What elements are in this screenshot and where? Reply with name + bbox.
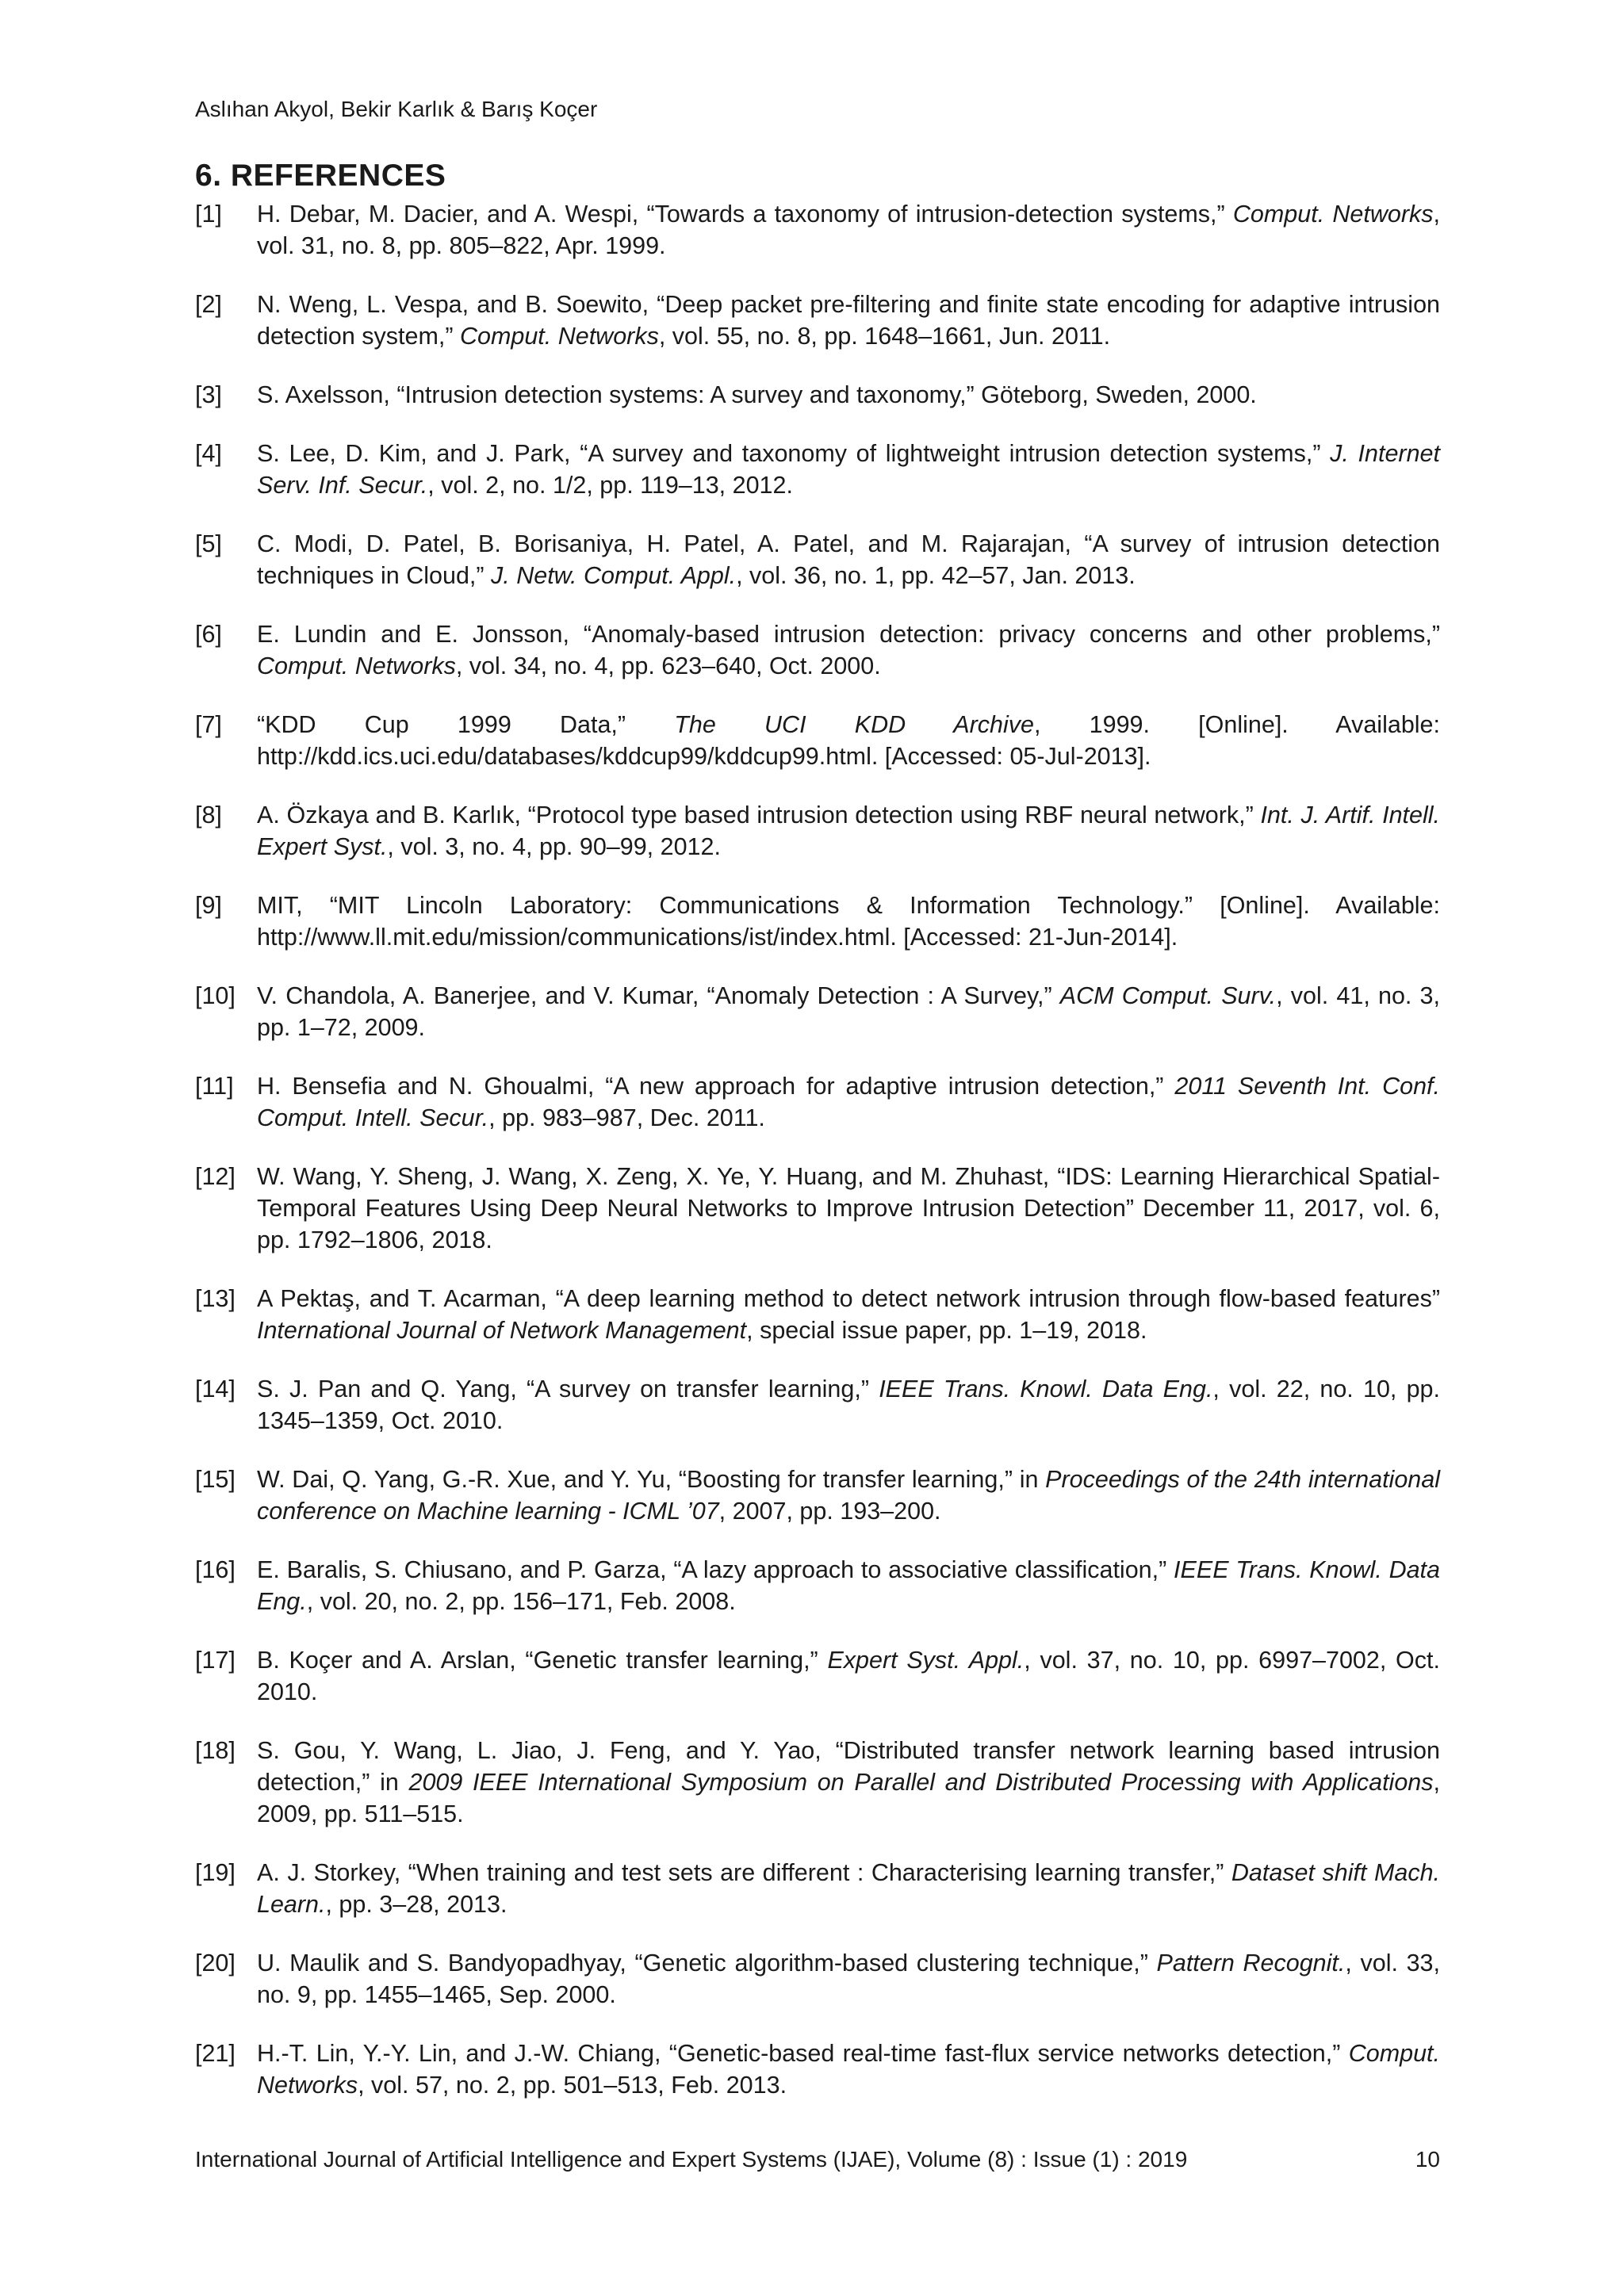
- reference-text-segment: S. Gou, Y. Wang, L. Jiao, J. Feng, and Y. Yao, “Distributed transfer network learning based intrusion detection,” in: [257, 1737, 1440, 1796]
- reference-text: [257, 1556, 1440, 1615]
- reference-number: [17]: [195, 1647, 236, 1674]
- reference-text: [257, 381, 1257, 408]
- reference-text-segment: , 1999. [Online]. Available: http://kdd.ics.uci.edu/databases/kddcup99/kddcup99.html. [Accessed: 05-Jul-2013].: [257, 711, 1440, 770]
- reference-text: [257, 711, 1440, 770]
- reference-venue: Comput. Networks: [257, 2040, 1440, 2099]
- reference-text: [257, 1376, 1440, 1434]
- reference-text-segment: A. J. Storkey, “When training and test sets are different : Characterising learning transfer,”: [257, 1859, 1231, 1886]
- reference-text-segment: E. Lundin and E. Jonsson, “Anomaly-based intrusion detection: privacy concerns and other problems,”: [257, 621, 1440, 648]
- reference-number: [6]: [195, 621, 222, 648]
- reference-number: [3]: [195, 381, 222, 408]
- reference-text-segment: N. Weng, L. Vespa, and B. Soewito, “Deep packet pre-filtering and finite state encoding for adaptive intrusion detection system,”: [257, 291, 1440, 350]
- reference-venue: ACM Comput. Surv.: [1059, 982, 1277, 1009]
- reference-item: [195, 709, 1440, 772]
- reference-text-segment: S. Axelsson, “Intrusion detection systems: A survey and taxonomy,” Göteborg, Sweden, 2000.: [257, 381, 1257, 408]
- reference-item: [195, 198, 1440, 262]
- reference-venue: Comput. Networks: [459, 323, 659, 350]
- reference-text-segment: E. Baralis, S. Chiusano, and P. Garza, “A lazy approach to associative classification,”: [257, 1556, 1174, 1583]
- reference-item: [195, 1373, 1440, 1437]
- reference-text-segment: S. Lee, D. Kim, and J. Park, “A survey and taxonomy of lightweight intrusion detection systems,”: [257, 440, 1331, 467]
- reference-text: [257, 291, 1440, 350]
- reference-item: [195, 1644, 1440, 1708]
- reference-text-segment: C. Modi, D. Patel, B. Borisaniya, H. Patel, A. Patel, and M. Rajarajan, “A survey of intrusion detection techniques in Cloud,”: [257, 530, 1440, 589]
- reference-number: [1]: [195, 201, 222, 228]
- reference-number: [9]: [195, 892, 222, 919]
- reference-text: [257, 802, 1440, 860]
- reference-item: [195, 1070, 1440, 1134]
- reference-text: [257, 1737, 1440, 1827]
- reference-text-segment: , pp. 3–28, 2013.: [325, 1891, 508, 1918]
- reference-text: [257, 1859, 1440, 1918]
- reference-text-segment: W. Wang, Y. Sheng, J. Wang, X. Zeng, X. Ye, Y. Huang, and M. Zhuhast, “IDS: Learning Hierarchical Spatial-Temporal Features Using Deep Neural Networks to Improve Intrusion Detection” December 11, 2017, vol. 6, pp. 1792–1806, 2018.: [257, 1163, 1440, 1253]
- reference-text-segment: B. Koçer and A. Arslan, “Genetic transfer learning,”: [257, 1647, 828, 1674]
- reference-text-segment: A Pektaş, and T. Acarman, “A deep learning method to detect network intrusion through flow-based features”: [257, 1285, 1440, 1312]
- reference-number: [5]: [195, 530, 222, 557]
- reference-text-segment: , vol. 55, no. 8, pp. 1648–1661, Jun. 2011.: [658, 323, 1111, 350]
- reference-text-segment: W. Dai, Q. Yang, G.-R. Xue, and Y. Yu, “Boosting for transfer learning,” in: [257, 1466, 1046, 1493]
- reference-number: [16]: [195, 1556, 236, 1583]
- reference-venue: 2009 IEEE International Symposium on Parallel and Distributed Processing with Applications: [408, 1769, 1434, 1796]
- reference-text: [257, 1163, 1440, 1253]
- reference-venue: The UCI KDD Archive: [674, 711, 1034, 738]
- reference-venue: International Journal of Network Management: [257, 1317, 747, 1344]
- reference-text: [257, 1073, 1440, 1131]
- reference-venue: 2011 Seventh Int. Conf. Comput. Intell. Secur.: [257, 1073, 1440, 1131]
- reference-text-segment: , 2007, pp. 193–200.: [718, 1498, 941, 1525]
- reference-item: [195, 379, 1440, 411]
- reference-number: [12]: [195, 1163, 236, 1190]
- reference-item: [195, 289, 1440, 352]
- reference-text-segment: , vol. 41, no. 3, pp. 1–72, 2009.: [257, 982, 1440, 1041]
- reference-text-segment: , special issue paper, pp. 1–19, 2018.: [746, 1317, 1147, 1344]
- reference-number: [18]: [195, 1737, 236, 1764]
- reference-text-segment: U. Maulik and S. Bandyopadhyay, “Genetic algorithm-based clustering technique,”: [257, 1950, 1157, 1976]
- reference-text-segment: , vol. 37, no. 10, pp. 6997–7002, Oct. 2010.: [257, 1647, 1440, 1705]
- reference-number: [15]: [195, 1466, 236, 1493]
- reference-item: [195, 438, 1440, 501]
- reference-text-segment: , pp. 983–987, Dec. 2011.: [488, 1104, 765, 1131]
- reference-text-segment: , vol. 33, no. 9, pp. 1455–1465, Sep. 2000.: [257, 1950, 1440, 2008]
- page-header-authors: Aslıhan Akyol, Bekir Karlık & Barış Koçer: [195, 97, 598, 121]
- reference-item: [195, 528, 1440, 591]
- reference-text-segment: , vol. 3, no. 4, pp. 90–99, 2012.: [387, 833, 721, 860]
- reference-text-segment: , vol. 31, no. 8, pp. 805–822, Apr. 1999.: [257, 201, 1440, 259]
- reference-text: [257, 621, 1440, 679]
- reference-number: [21]: [195, 2040, 236, 2067]
- reference-number: [10]: [195, 982, 236, 1009]
- reference-text-segment: S. J. Pan and Q. Yang, “A survey on transfer learning,”: [257, 1376, 879, 1402]
- reference-venue: IEEE Trans. Knowl. Data Eng.: [879, 1376, 1213, 1402]
- footer-journal-info: International Journal of Artificial Intelligence and Expert Systems (IJAE), Volume (8) : Issue (1) : 2019: [195, 2147, 1188, 2172]
- reference-text: [257, 892, 1440, 951]
- reference-text: [257, 530, 1440, 589]
- reference-text-segment: , vol. 2, no. 1/2, pp. 119–13, 2012.: [427, 472, 793, 499]
- reference-number: [8]: [195, 802, 222, 828]
- reference-text: [257, 1647, 1440, 1705]
- section-title: 6. REFERENCES: [195, 159, 446, 193]
- reference-text-segment: H. Debar, M. Dacier, and A. Wespi, “Towards a taxonomy of intrusion-detection systems,”: [257, 201, 1233, 228]
- reference-item: [195, 1464, 1440, 1527]
- reference-venue: J. Netw. Comput. Appl.: [491, 562, 737, 589]
- reference-text: [257, 2040, 1440, 2099]
- reference-text-segment: MIT, “MIT Lincoln Laboratory: Communications & Information Technology.” [Online]. Available: http://www.ll.mit.edu/mission/communications/ist/index.html. [Accessed: 21-Jun-2014].: [257, 892, 1440, 951]
- reference-item: [195, 980, 1440, 1043]
- reference-text: [257, 1950, 1440, 2008]
- reference-text: [257, 440, 1440, 499]
- reference-number: [7]: [195, 711, 222, 738]
- reference-number: [13]: [195, 1285, 236, 1312]
- reference-text-segment: , vol. 34, no. 4, pp. 623–640, Oct. 2000.: [455, 652, 881, 679]
- footer-page-number: 10: [1415, 2147, 1440, 2172]
- reference-venue: Comput. Networks: [1232, 201, 1434, 228]
- reference-text-segment: V. Chandola, A. Banerjee, and V. Kumar, “Anomaly Detection : A Survey,”: [257, 982, 1060, 1009]
- reference-item: [195, 799, 1440, 863]
- reference-number: [14]: [195, 1376, 236, 1402]
- reference-text-segment: , vol. 20, no. 2, pp. 156–171, Feb. 2008.: [306, 1588, 736, 1615]
- reference-venue: Expert Syst. Appl.: [827, 1647, 1025, 1674]
- reference-text-segment: , vol. 36, no. 1, pp. 42–57, Jan. 2013.: [736, 562, 1136, 589]
- reference-number: [2]: [195, 291, 222, 318]
- reference-item: [195, 2038, 1440, 2101]
- reference-item: [195, 1554, 1440, 1617]
- reference-number: [11]: [195, 1073, 234, 1100]
- reference-text: [257, 982, 1440, 1041]
- reference-number: [19]: [195, 1859, 236, 1886]
- reference-number: [20]: [195, 1950, 236, 1976]
- reference-text-segment: A. Özkaya and B. Karlık, “Protocol type based intrusion detection using RBF neural network,”: [257, 802, 1261, 828]
- reference-text-segment: “KDD Cup 1999 Data,”: [257, 711, 675, 738]
- reference-venue: Int. J. Artif. Intell. Expert Syst.: [257, 802, 1440, 860]
- reference-venue: Proceedings of the 24th international conference on Machine learning - ICML ’07: [257, 1466, 1440, 1525]
- reference-text-segment: , 2009, pp. 511–515.: [257, 1769, 1440, 1827]
- reference-number: [4]: [195, 440, 222, 467]
- reference-venue: IEEE Trans. Knowl. Data Eng.: [257, 1556, 1440, 1615]
- references-list: [195, 198, 1440, 2128]
- reference-text-segment: H.-T. Lin, Y.-Y. Lin, and J.-W. Chiang, “Genetic-based real-time fast-flux service networks detection,”: [257, 2040, 1349, 2067]
- reference-item: [195, 890, 1440, 953]
- reference-text-segment: , vol. 57, no. 2, pp. 501–513, Feb. 2013.: [358, 2072, 787, 2099]
- reference-item: [195, 1161, 1440, 1256]
- reference-text: [257, 1466, 1440, 1525]
- reference-venue: J. Internet Serv. Inf. Secur.: [257, 440, 1440, 499]
- reference-text-segment: H. Bensefia and N. Ghoualmi, “A new approach for adaptive intrusion detection,”: [257, 1073, 1175, 1100]
- reference-item: [195, 1735, 1440, 1830]
- reference-item: [195, 618, 1440, 682]
- reference-text-segment: , vol. 22, no. 10, pp. 1345–1359, Oct. 2010.: [257, 1376, 1440, 1434]
- reference-item: [195, 1857, 1440, 1920]
- reference-venue: Dataset shift Mach. Learn.: [257, 1859, 1440, 1918]
- reference-text: [257, 201, 1440, 259]
- reference-venue: Comput. Networks: [257, 652, 456, 679]
- reference-text: [257, 1285, 1440, 1344]
- reference-item: [195, 1283, 1440, 1346]
- reference-item: [195, 1947, 1440, 2011]
- reference-venue: Pattern Recognit.: [1156, 1950, 1346, 1976]
